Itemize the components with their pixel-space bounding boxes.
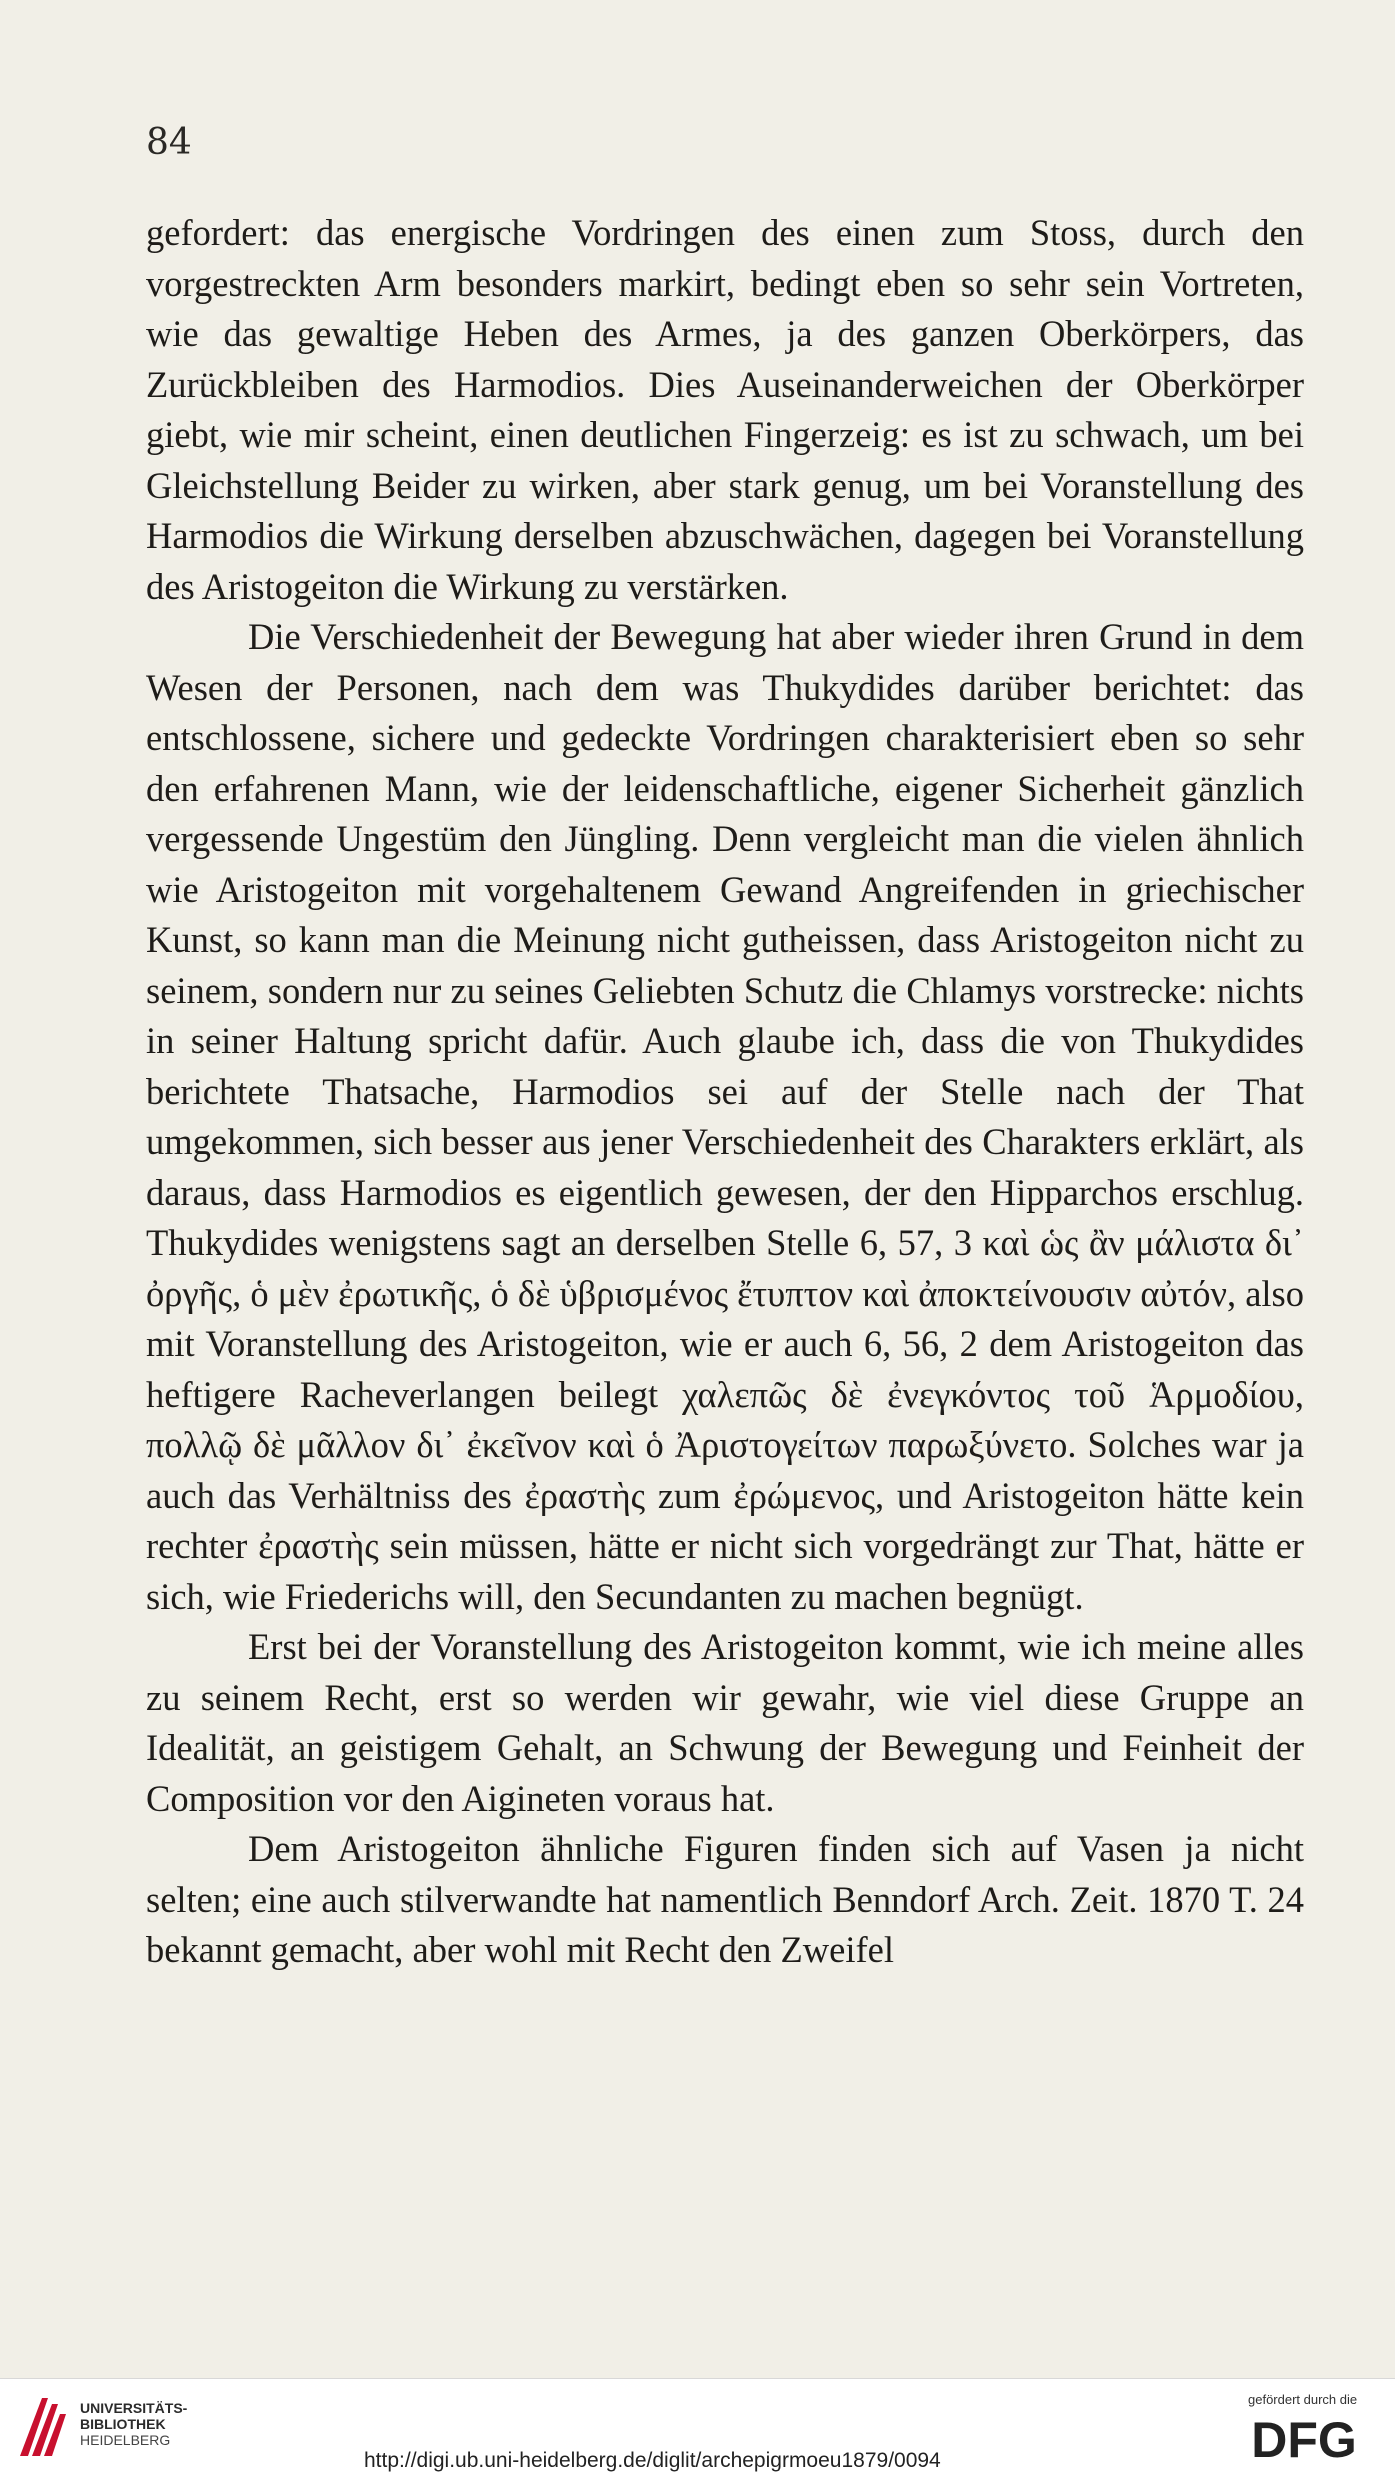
paragraph-1: gefordert: das energische Vordringen des einen zum Stoss, durch den vorgestreckten Arm besonders markirt, bedingt eben so sehr sein Vortreten, wie das gewaltige Heben des Armes, ja des ganzen Oberkörpers, das Zurückbleiben des Harmodios. Dies Auseinanderweichen der Oberkörper giebt, wie mir scheint, einen deutlichen Fingerzeig: es ist zu schwach, um bei Gleichstellung Beider zu wirken, aber stark genug, um bei Voranstellung des Harmodios die Wirkung derselben abzuschwächen, dagegen bei Voranstellung des Aristogeiton die Wirkung zu verstärken. [146,212,1304,607]
library-line-1: UNIVERSITÄTS- [80,2400,188,2416]
paragraph-4: Dem Aristogeiton ähnliche Figuren finden sich auf Vasen ja nicht selten; eine auch stilverwandte hat namentlich Benndorf Arch. Zeit. 1870 T. 24 bekannt gemacht, aber wohl mit Recht den Zweifel [146,1828,1304,1970]
page-number: 84 [146,122,192,163]
dfg-logo-text: DFG [1251,2413,1357,2465]
paragraph-2: Die Verschiedenheit der Bewegung hat aber wieder ihren Grund in dem Wesen der Personen, nach dem was Thukydides darüber berichtet: das entschlossene, sichere und gedeckte Vordringen charakterisiert eben so sehr den erfahrenen Mann, wie der leidenschaftliche, eigener Sicherheit gänzlich vergessende Ungestüm den Jüngling. Denn vergleicht man die vielen ähnlich wie Aristogeiton mit vorgehaltenem Gewand Angreifenden in griechischer Kunst, so kann man die Meinung nicht gutheissen, dass Aristogeiton nicht zu seinem, sondern nur zu seines Geliebten Schutz die Chlamys vorstrecke: nichts in seiner Haltung spricht dafür. Auch glaube ich, dass die von Thukydides berichtete Thatsache, Harmodios sei auf der Stelle nach der That umgekommen, sich besser aus jener Verschiedenheit des Charakters erklärt, als daraus, dass Harmodios es eigentlich gewesen, der den Hipparchos erschlug. Thukydides wenigstens sagt an derselben Stelle 6, 57, 3 καὶ ὡς ἂν μάλιστα δι᾽ ὀργῆς, ὁ μὲν ἐρωτικῆς, ὁ δὲ ὑβρισμένος ἔτυπτον καὶ ἀποκτείνουσιν αὐτόν, also mit Voranstellung des Aristogeiton, wie er auch 6, 56, 2 dem Aristogeiton das heftigere Racheverlangen beilegt χαλεπῶς δὲ ἐνεγκόντος τοῦ Ἁρμοδίου, πολλῷ δὲ μᾶλλον δι᾽ ἐκεῖνον καὶ ὁ Ἀριστογείτων παρωξύνετο. Solches war ja auch das Verhältniss des ἐραστὴς zum ἐρώμενος, und Aristogeiton hätte kein rechter ἐραστὴς sein müssen, hätte er nicht sich vorgedrängt zur That, hätte er sich, wie Friederichs will, den Secundanten zu machen begnügt. [146,616,1304,1617]
source-url-link[interactable]: http://digi.ub.uni-heidelberg.de/diglit/archepigrmoeu1879/0094 [364,2449,941,2472]
library-name [80,2400,187,2448]
library-line-2: BIBLIOTHEK [80,2416,166,2432]
library-line-3: HEIDELBERG [80,2432,171,2448]
paragraph-3: Erst bei der Voranstellung des Aristogeiton kommt, wie ich meine alles zu seinem Recht, erst so werden wir gewahr, wie viel diese Gruppe an Idealität, an geistigem Gehalt, an Schwung der Bewegung und Feinheit der Composition vor den Aigineten voraus hat. [146,1626,1304,1819]
body-text [146,208,1304,1976]
funding-caption: gefördert durch die [1248,2392,1358,2407]
university-library-logo-icon [14,2390,70,2462]
dfg-logo-icon [1232,2413,1376,2465]
